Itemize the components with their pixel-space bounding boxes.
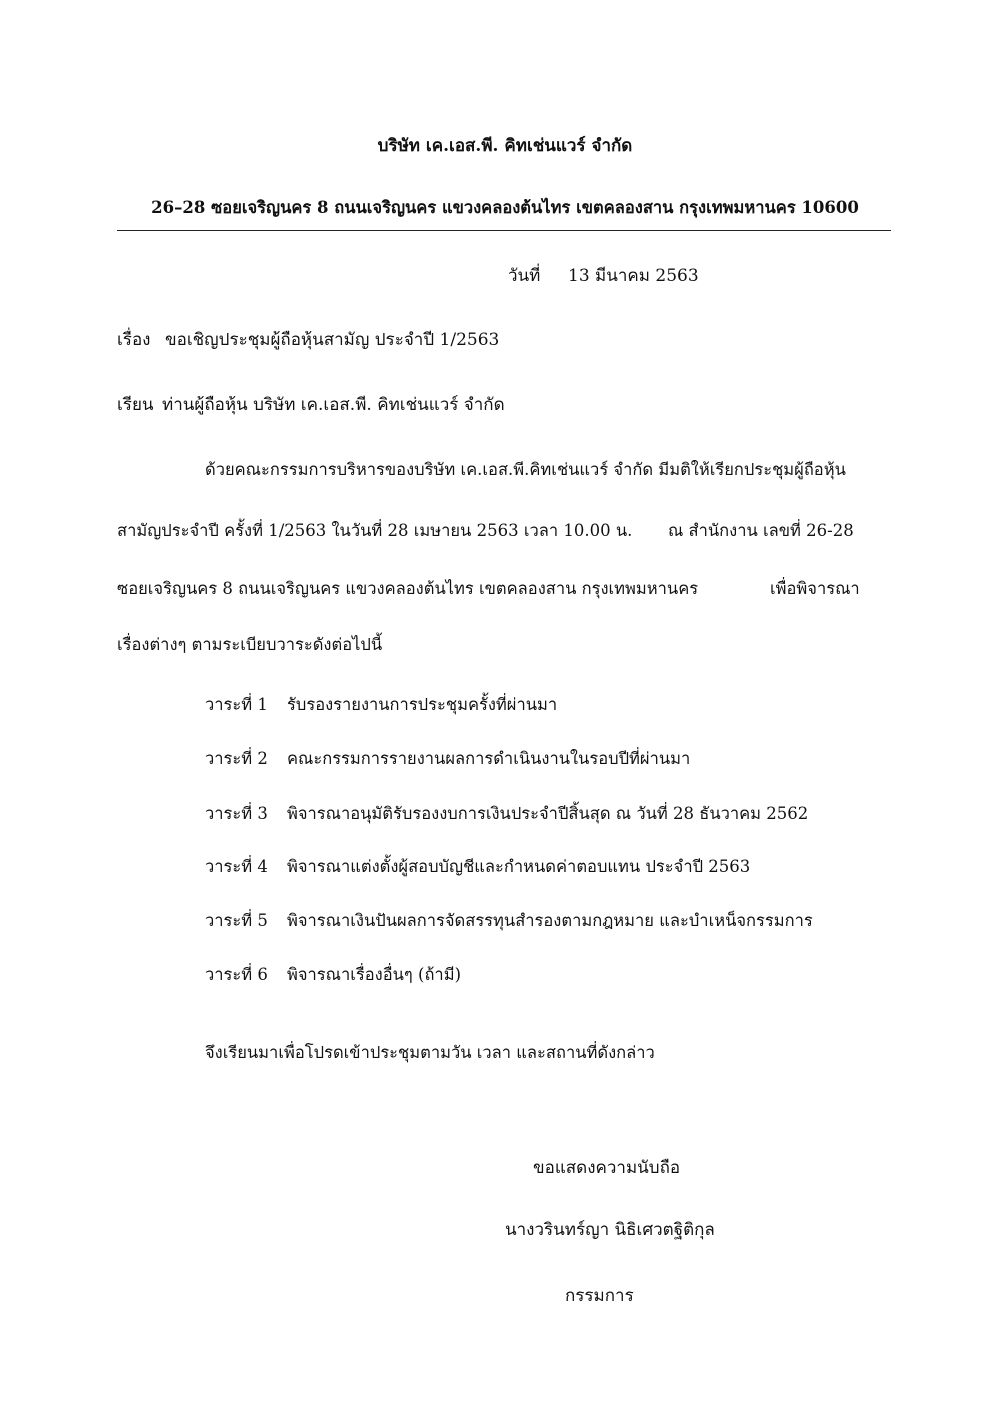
- agenda-item: [205, 801, 808, 827]
- company-address: 26–28 ซอยเจริญนคร 8 ถนนเจริญนคร แขวงคลองต้นไทร เขตคลองสาน กรุงเทพมหานคร 10600: [151, 198, 859, 217]
- recipient-label: เรียน: [117, 395, 154, 415]
- subject-label: เรื่อง: [117, 330, 151, 350]
- agenda-item-label: วาระที่ 4: [205, 857, 268, 876]
- agenda-item-text: พิจารณาเรื่องอื่นๆ (ถ้ามี): [287, 965, 462, 984]
- closing-sentence: จึงเรียนมาเพื่อโปรดเข้าประชุมตามวัน เวลา และสถานที่ดังกล่าว: [205, 1043, 655, 1062]
- body-paragraph-line-1: ด้วยคณะกรรมการบริหารของบริษัท เค.เอส.พี.คิทเช่นแวร์ จำกัด มีมติให้เรียกประชุมผู้ถือหุ้น: [205, 460, 846, 479]
- agenda-item-label: วาระที่ 5: [205, 911, 268, 930]
- agenda-item-label: วาระที่ 2: [205, 749, 268, 768]
- signer-name: นางวรินทร์ญา นิธิเศวตฐิติกุล: [505, 1220, 715, 1240]
- company-name: บริษัท เค.เอส.พี. คิทเช่นแวร์ จำกัด: [377, 136, 633, 156]
- agenda-item-label: วาระที่ 6: [205, 965, 268, 984]
- recipient-text: ท่านผู้ถือหุ้น บริษัท เค.เอส.พี. คิทเช่นแวร์ จำกัด: [162, 395, 505, 415]
- subject-text: ขอเชิญประชุมผู้ถือหุ้นสามัญ ประจำปี 1/2563: [165, 330, 500, 350]
- body-paragraph-line-2-left: สามัญประจำปี ครั้งที่ 1/2563 ในวันที่ 28 เมษายน 2563 เวลา 10.00 น.: [117, 521, 633, 540]
- agenda-item: [205, 854, 750, 880]
- agenda-item-text: พิจารณาแต่งตั้งผู้สอบบัญชีและกำหนดค่าตอบแทน ประจำปี 2563: [287, 857, 751, 876]
- agenda-item: [205, 908, 813, 934]
- agenda-item: [205, 692, 557, 718]
- body-paragraph-line-2-right: ณ สำนักงาน เลขที่ 26-28: [668, 521, 854, 540]
- body-paragraph-line-4: เรื่องต่างๆ ตามระเบียบวาระดังต่อไปนี้: [117, 635, 383, 654]
- header-divider: [117, 230, 891, 231]
- agenda-item-text: พิจารณาเงินปันผลการจัดสรรทุนสำรองตามกฎหมาย และบำเหน็จกรรมการ: [287, 911, 813, 930]
- body-paragraph-line-3-left: ซอยเจริญนคร 8 ถนนเจริญนคร แขวงคลองต้นไทร เขตคลองสาน กรุงเทพมหานคร: [117, 579, 699, 598]
- signer-position: กรรมการ: [565, 1286, 634, 1306]
- body-paragraph-line-3-right: เพื่อพิจารณา: [770, 579, 860, 598]
- agenda-item-text: พิจารณาอนุมัติรับรองงบการเงินประจำปีสิ้นสุด ณ วันที่ 28 ธันวาคม 2562: [287, 804, 809, 823]
- agenda-item-label: วาระที่ 1: [205, 695, 268, 714]
- date-label: วันที่: [508, 266, 541, 286]
- agenda-item-text: คณะกรรมการรายงานผลการดำเนินงานในรอบปีที่ผ่านมา: [287, 749, 691, 768]
- date-value: 13 มีนาคม 2563: [568, 266, 699, 286]
- agenda-item-label: วาระที่ 3: [205, 804, 268, 823]
- agenda-item: [205, 962, 461, 988]
- agenda-item: [205, 746, 690, 772]
- agenda-item-text: รับรองรายงานการประชุมครั้งที่ผ่านมา: [287, 695, 558, 714]
- signature-regards: ขอแสดงความนับถือ: [533, 1158, 681, 1178]
